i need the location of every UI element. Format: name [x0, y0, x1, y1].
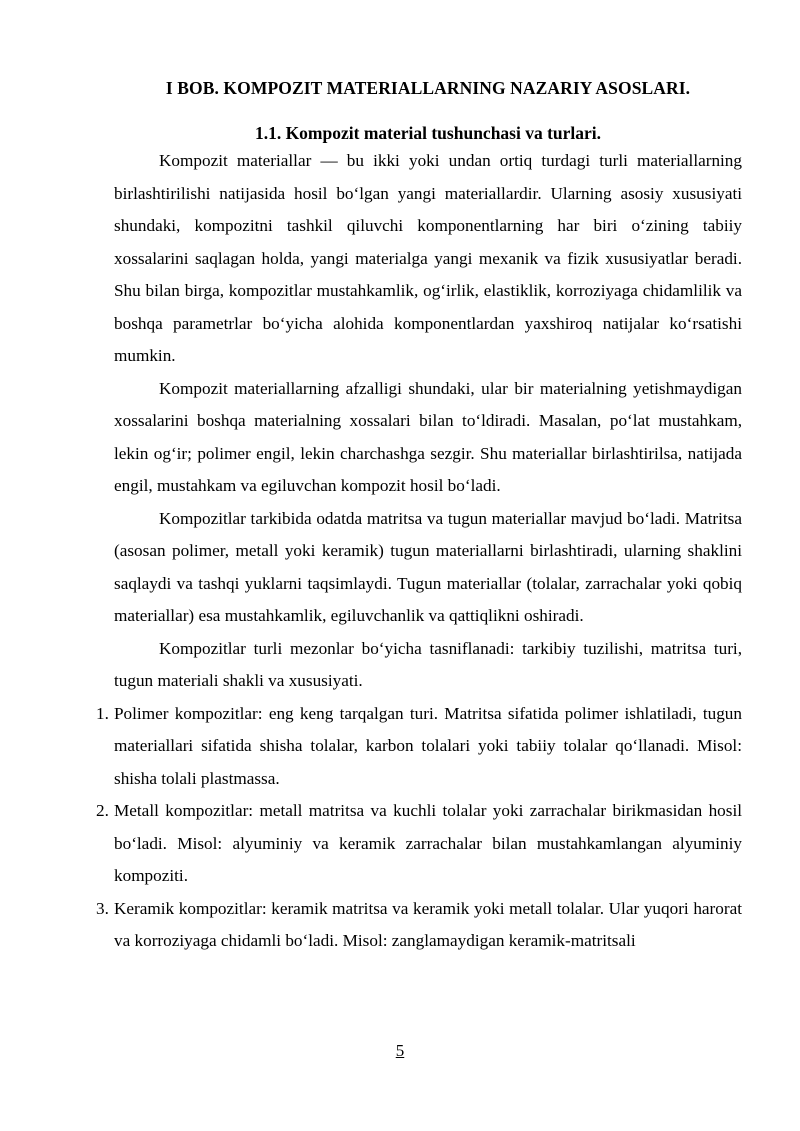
list-item-number: 3. [96, 898, 109, 918]
list-item-text: Keramik kompozitlar: keramik matritsa va keramik yoki metall tolalar. Ular yuqori harorat va korroziyaga chidamli bo‘ladi. Misol: zanglamaydigan keramik-matritsali [114, 898, 742, 950]
list-item [96, 795, 742, 893]
page-number-value: 5 [395, 1041, 405, 1060]
list-item [96, 893, 742, 958]
paragraph: Kompozit materiallar — bu ikki yoki undan ortiq turdagi turli materiallarning birlashtirilishi natijasida hosil bo‘lgan yangi materiallardir. Ularning asosiy xususiyati shundaki, kompozitni tashkil qiluvchi komponentlarning har biri o‘zining tabiiy xossalarini saqlagan holda, yangi materialga yangi mexanik va fizik xususiyatlar beradi. Shu bilan birga, kompozitlar mustahkamlik, og‘irlik, elastiklik, korroziyaga chidamlilik va boshqa parametrlar bo‘yicha alohida komponentlardan yaxshiroq natijalar ko‘rsatishi mumkin. [114, 151, 742, 365]
list-item-number: 1. [96, 703, 109, 723]
list-item [96, 698, 742, 796]
paragraph: Kompozitlar turli mezonlar bo‘yicha tasniflanadi: tarkibiy tuzilishi, matritsa turi, tugun materiali shakli va xususiyati. [114, 638, 742, 690]
paragraph: Kompozitlar tarkibida odatda matritsa va tugun materiallar mavjud bo‘ladi. Matritsa (asosan polimer, metall yoki keramik) tugun materiallarni birlashtiradi, ularning shaklini saqlaydi va tashqi yuklarni taqsimlaydi. Tugun materiallar (tolalar, zarrachalar yoki qobiq materiallar) esa mustahkamlik, egiluvchanlik va qattiqlikni oshiradi. [114, 508, 742, 625]
document-body [96, 145, 742, 958]
composite-types-list [96, 698, 742, 958]
list-item-text: Polimer kompozitlar: eng keng tarqalgan turi. Matritsa sifatida polimer ishlatiladi, tugun materiallari sifatida shisha tolalar, karbon tolalari yoki tabiiy tolalar qo‘llanadi. Misol: shisha tolali plastmassa. [114, 703, 742, 788]
page-number [0, 1040, 800, 1062]
chapter-title: I BOB. KOMPOZIT MATERIALLARNING NAZARIY ASOSLARI. [165, 78, 691, 98]
paragraph: Kompozit materiallarning afzalligi shundaki, ular bir materialning yetishmaydigan xossalarini boshqa materialning xossalari bilan to‘ldiradi. Masalan, po‘lat mustahkam, lekin og‘ir; polimer engil, lekin charchashga sezgir. Shu materiallar birlashtirilsa, natijada engil, mustahkam va egiluvchan kompozit hosil bo‘ladi. [114, 378, 742, 495]
list-item-number: 2. [96, 801, 109, 820]
list-item-text: Metall kompozitlar: metall matritsa va kuchli tolalar yoki zarrachalar birikmasidan hosil bo‘ladi. Misol: alyuminiy va keramik zarrachalar bilan mustahkamlangan alyuminiy kompoziti. [114, 801, 742, 885]
section-title: 1.1. Kompozit material tushunchasi va turlari. [254, 123, 602, 143]
